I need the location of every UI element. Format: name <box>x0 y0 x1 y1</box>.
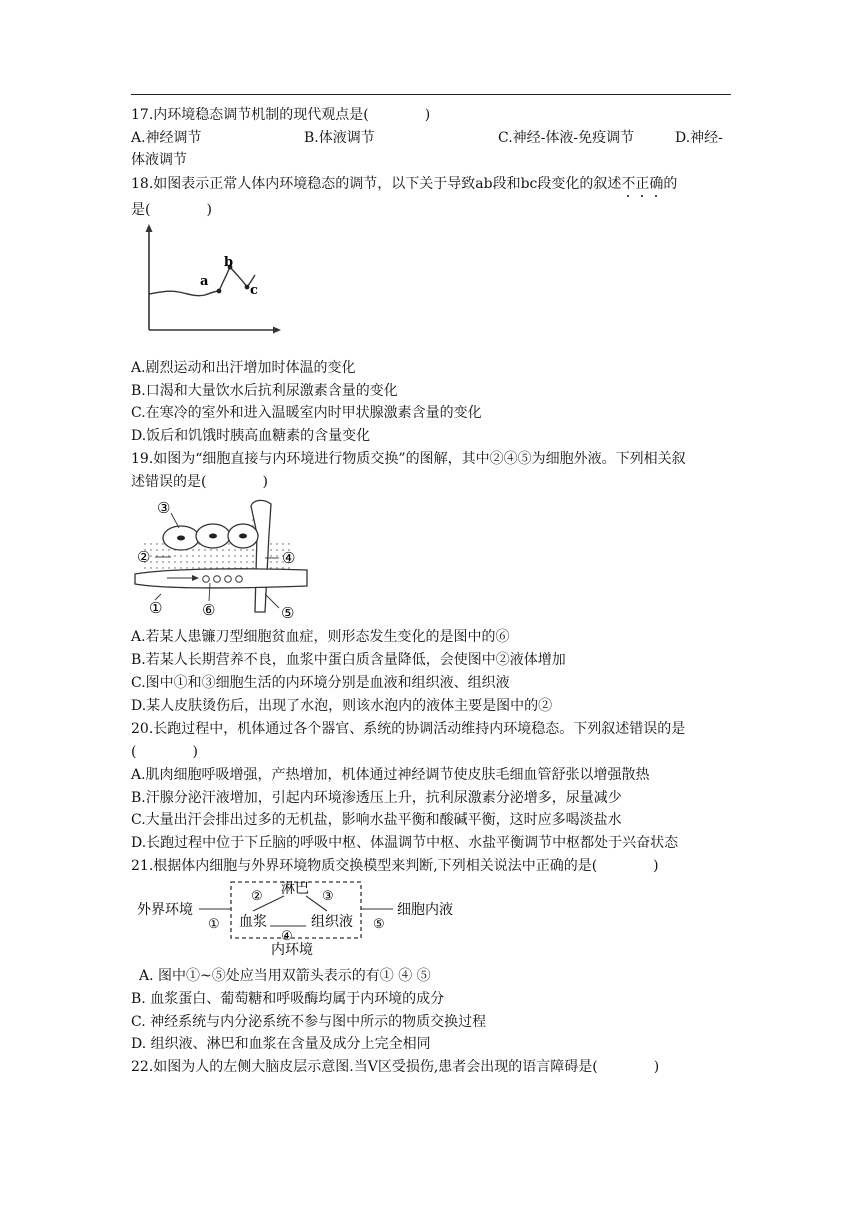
q19-option-d[interactable]: D.某人皮肤烫伤后，出现了水泡，则该水泡内的液体主要是图中的② <box>131 698 553 714</box>
q18-option-c[interactable]: C.在寒冷的室外和进入温暖室内时甲状腺激素含量的变化 <box>131 405 482 421</box>
q21-plasma: 血浆 <box>239 914 267 930</box>
q18-point-c-label: c <box>250 283 258 298</box>
q18-option-a[interactable]: A.剧烈运动和出汗增加时体温的变化 <box>131 360 356 376</box>
q17-stem: 17.内环境稳态调节机制的现代观点是( ) <box>131 107 431 123</box>
q21-num-3: ③ <box>322 889 334 904</box>
q17-option-d[interactable]: D.神经- <box>675 130 723 146</box>
q18-option-b[interactable]: B.口渴和大量饮水后抗利尿激素含量的变化 <box>131 383 398 399</box>
q19-cell-exchange-figure <box>131 494 311 624</box>
q19-option-c[interactable]: C.图中①和③细胞生活的内环境分别是血液和组织液、组织液 <box>131 675 510 691</box>
q18-point-c-dot <box>245 285 250 290</box>
q20-option-b[interactable]: B.汗腺分泌汗液增加，引起内环境渗透压上升，抗利尿激素分泌增多，尿量减少 <box>131 790 622 806</box>
q18-curve-figure <box>135 222 285 340</box>
q18-point-b-label: b <box>224 255 234 270</box>
q17-option-c[interactable]: C.神经-体液-免疫调节 <box>498 130 635 146</box>
q21-stem: 21.根据体内细胞与外界环境物质交换模型来判断,下列相关说法中正确的是( ) <box>131 858 659 874</box>
q18-stem <box>131 174 677 194</box>
q20-option-d[interactable]: D.长跑过程中位于下丘脑的呼吸中枢、体温调节中枢、水盐平衡调节中枢都处于兴奋状态 <box>131 835 679 851</box>
q19-option-a[interactable]: A.若某人患镰刀型细胞贫血症，则形态发生变化的是图中的⑥ <box>131 629 510 645</box>
q21-option-c[interactable]: C. 神经系统与内分泌系统不参与图中所示的物质交换过程 <box>131 1014 487 1030</box>
q21-tissue-fluid: 组织液 <box>311 914 353 930</box>
q19-label-2: ② <box>137 548 151 566</box>
q18-point-a-label: a <box>200 274 209 289</box>
q18-emphasis-char-2: 正 <box>635 176 650 192</box>
header-rule <box>131 94 731 95</box>
q18-option-d[interactable]: D.饭后和饥饿时胰高血糖素的含量变化 <box>131 428 371 444</box>
q19-stem-cont: 述错误的是( ) <box>131 474 268 490</box>
q20-option-a[interactable]: A.肌肉细胞呼吸增强，产热增加，机体通过神经调节使皮肤毛细血管舒张以增强散热 <box>131 767 650 783</box>
q22-stem: 22.如图为人的左侧大脑皮层示意图.当V区受损伤,患者会出现的语言障碍是( ) <box>131 1059 660 1075</box>
q18-emphasis-char-3: 确 <box>649 176 664 192</box>
q21-num-1: ① <box>208 917 220 932</box>
q21-exchange-model-diagram <box>131 878 461 960</box>
q21-lymph: 淋巴 <box>281 881 309 897</box>
q21-num-4: ④ <box>281 929 293 944</box>
q21-internal-environment: 内环境 <box>271 942 313 958</box>
q19-label-4: ④ <box>282 549 296 567</box>
q19-option-b[interactable]: B.若某人长期营养不良，血浆中蛋白质含量降低，会使图中②液体增加 <box>131 652 566 668</box>
q19-label-5: ⑤ <box>281 604 295 622</box>
q20-stem-cont: ( ) <box>131 744 198 760</box>
q18-stem-pre: 18.如图表示正常人体内环境稳态的调节，以下关于导致ab段和bc段变化的叙述 <box>131 176 622 192</box>
q21-option-d[interactable]: D. 组织液、淋巴和血浆在含量及成分上完全相同 <box>131 1036 431 1052</box>
q19-label-3: ③ <box>157 499 171 517</box>
q17-option-a[interactable]: A.神经调节 <box>131 130 202 146</box>
q21-option-b[interactable]: B. 血浆蛋白、葡萄糖和呼吸酶均属于内环境的成分 <box>131 991 445 1007</box>
q19-stem: 19.如图为“细胞直接与内环境进行物质交换”的图解，其中②④⑤为细胞外液。下列相关叙 <box>131 451 686 467</box>
q20-option-c[interactable]: C.大量出汗会排出过多的无机盐，影响水盐平衡和酸碱平衡，这时应多喝淡盐水 <box>131 812 622 828</box>
q17-option-d-cont: 体液调节 <box>131 152 187 168</box>
q21-num-5: ⑤ <box>373 917 385 932</box>
q18-stem-post: 的 <box>663 176 678 192</box>
q18-emphasis-char-1: 不 <box>621 176 636 192</box>
q17-option-b[interactable]: B.体液调节 <box>304 130 375 146</box>
q20-stem: 20.长跑过程中，机体通过各个器官、系统的协调活动维持内环境稳态。下列叙述错误的是 <box>131 721 686 737</box>
q18-stem-cont: 是( ) <box>131 202 212 218</box>
q19-label-1: ① <box>149 599 163 617</box>
q19-label-6: ⑥ <box>202 601 216 619</box>
q21-intracellular-fluid: 细胞内液 <box>397 902 453 918</box>
q21-num-2: ② <box>251 889 263 904</box>
q21-option-a[interactable]: A. 图中①~⑤处应当用双箭头表示的有① ④ ⑤ <box>139 968 431 984</box>
q21-outer-environment: 外界环境 <box>137 902 193 918</box>
q18-point-a-dot <box>217 289 222 294</box>
